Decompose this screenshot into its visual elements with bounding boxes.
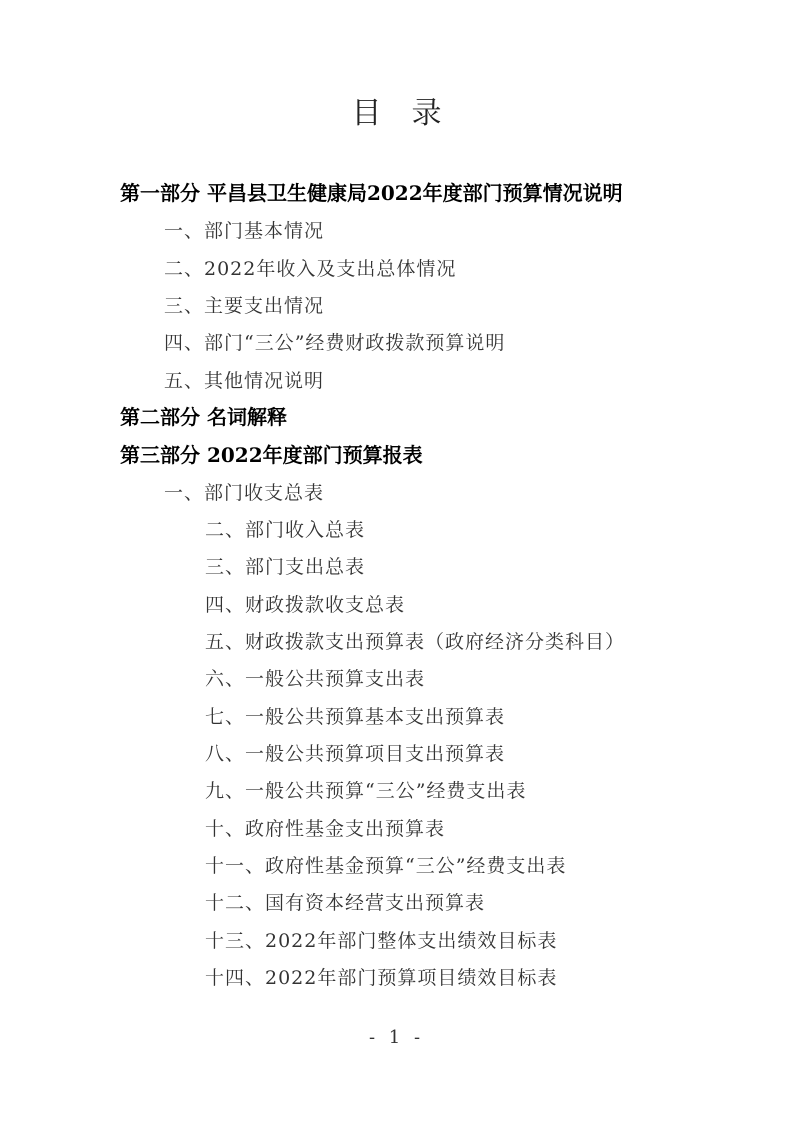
toc-item: 十三、2022年部门整体支出绩效目标表	[205, 930, 558, 952]
toc-item: 九、一般公共预算“三公”经费支出表	[205, 780, 527, 802]
toc-item: 八、一般公共预算项目支出预算表	[205, 743, 506, 765]
toc-part-3: 第三部分 2022年度部门预算报表	[120, 443, 423, 467]
toc-item: 六、一般公共预算支出表	[205, 668, 426, 690]
toc-item: 十二、国有资本经营支出预算表	[205, 892, 486, 914]
toc-item: 四、财政拨款收支总表	[205, 594, 406, 616]
toc-item: 三、主要支出情况	[164, 295, 325, 317]
toc-item: 一、部门基本情况	[164, 220, 325, 242]
toc-item: 二、2022年收入及支出总体情况	[164, 258, 457, 280]
toc-part-2: 第二部分 名词解释	[120, 405, 287, 429]
toc-item: 十一、政府性基金预算“三公”经费支出表	[205, 855, 567, 877]
toc-part-1: 第一部分 平昌县卫生健康局2022年度部门预算情况说明	[120, 181, 623, 205]
toc-item: 五、其他情况说明	[164, 370, 325, 392]
toc-item: 五、财政拨款支出预算表（政府经济分类科目）	[205, 631, 626, 653]
toc-item: 十、政府性基金支出预算表	[205, 818, 446, 840]
toc-item: 四、部门“三公”经费财政拨款预算说明	[164, 332, 506, 354]
document-title: 目录	[351, 96, 472, 131]
toc-item: 一、部门收支总表	[164, 482, 325, 504]
page-number: - 1 -	[368, 1027, 425, 1048]
toc-item: 三、部门支出总表	[205, 556, 366, 578]
toc-item: 十四、2022年部门预算项目绩效目标表	[205, 967, 558, 989]
toc-item: 二、部门收入总表	[205, 519, 366, 541]
toc-item: 七、一般公共预算基本支出预算表	[205, 706, 506, 728]
